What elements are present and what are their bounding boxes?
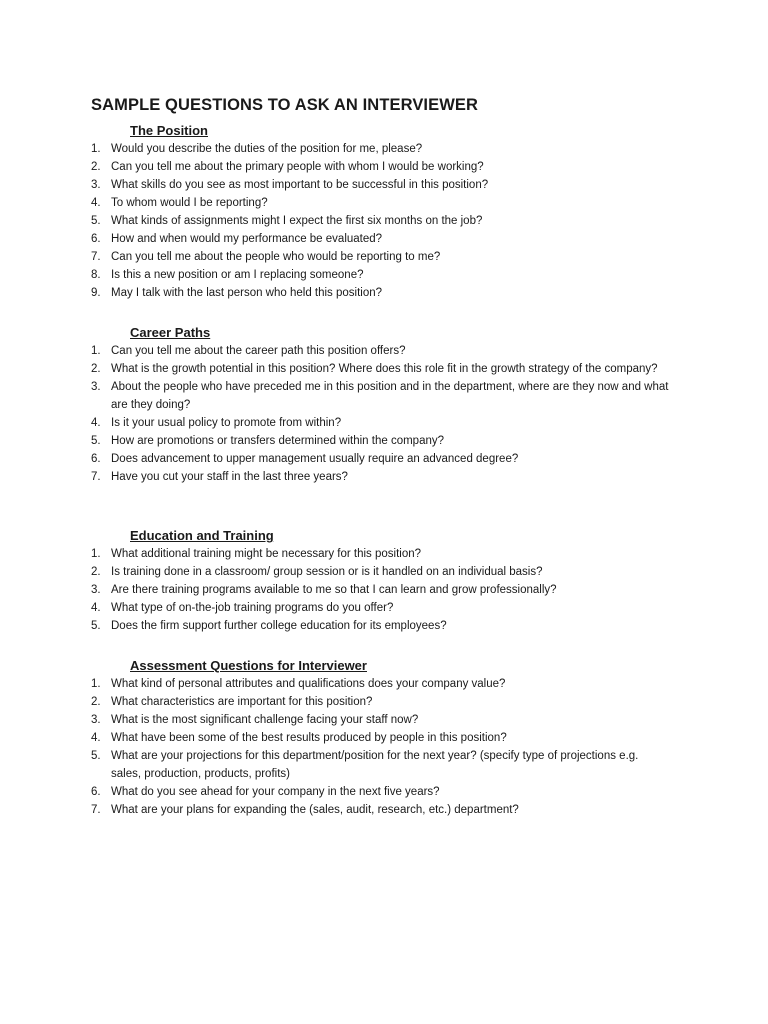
question-text: To whom would I be reporting? — [111, 197, 268, 209]
question-text: What characteristics are important for this position? — [111, 696, 373, 708]
question-text: What have been some of the best results produced by people in this position? — [111, 732, 507, 744]
question-text: How are promotions or transfers determined within the company? — [111, 435, 445, 447]
question-item — [0, 266, 671, 284]
question-text: What are your plans for expanding the (sales, audit, research, etc.) department? — [111, 804, 519, 816]
question-list — [0, 140, 768, 302]
question-number: 2. — [91, 363, 101, 375]
question-number: 6. — [91, 453, 101, 465]
question-text: Can you tell me about the primary people with whom I would be working? — [111, 161, 484, 173]
question-number: 1. — [91, 345, 101, 357]
question-number: 1. — [91, 548, 101, 560]
question-number: 6. — [91, 233, 101, 245]
question-item — [0, 729, 671, 747]
section-assessment-questions — [0, 657, 768, 819]
question-item — [0, 212, 671, 230]
question-text: What do you see ahead for your company in the next five years? — [111, 786, 440, 798]
question-text: Is it your usual policy to promote from within? — [111, 417, 342, 429]
question-text: Does the firm support further college education for its employees? — [111, 620, 447, 632]
section-education-training — [0, 527, 768, 635]
question-text: Would you describe the duties of the position for me, please? — [111, 143, 423, 155]
question-number: 5. — [91, 435, 101, 447]
question-number: 3. — [91, 584, 101, 596]
section-heading: Education and Training — [130, 528, 274, 543]
question-number: 7. — [91, 251, 101, 263]
page-title: SAMPLE QUESTIONS TO ASK AN INTERVIEWER — [91, 96, 479, 114]
question-number: 8. — [91, 269, 101, 281]
question-text: May I talk with the last person who held this position? — [111, 287, 383, 299]
section-heading: Assessment Questions for Interviewer — [130, 658, 367, 673]
question-text: Can you tell me about the career path this position offers? — [111, 345, 406, 357]
question-text: What additional training might be necessary for this position? — [111, 548, 422, 560]
question-text: About the people who have preceded me in this position and in the department, where are they now and what are they doing? — [111, 381, 669, 411]
question-text: Does advancement to upper management usually require an advanced degree? — [111, 453, 519, 465]
question-number: 5. — [91, 215, 101, 227]
question-item — [0, 693, 671, 711]
question-item — [0, 675, 671, 693]
question-text: What kinds of assignments might I expect the first six months on the job? — [111, 215, 483, 227]
question-number: 4. — [91, 602, 101, 614]
question-item — [0, 194, 671, 212]
question-number: 1. — [91, 143, 101, 155]
section-career-paths — [0, 324, 768, 486]
question-text: What is the growth potential in this position? Where does this role fit in the growth strategy of the company? — [111, 363, 658, 375]
question-item — [0, 599, 671, 617]
question-item — [0, 563, 671, 581]
question-list — [0, 545, 768, 635]
question-list — [0, 675, 768, 819]
question-list — [0, 342, 768, 486]
question-item — [0, 783, 671, 801]
section-the-position — [0, 122, 768, 302]
question-item — [0, 468, 671, 486]
question-item — [0, 360, 671, 378]
question-item — [0, 581, 671, 599]
question-text: What type of on-the-job training programs do you offer? — [111, 602, 394, 614]
question-number: 6. — [91, 786, 101, 798]
question-item — [0, 342, 671, 360]
question-item — [0, 801, 671, 819]
question-text: What kind of personal attributes and qualifications does your company value? — [111, 678, 506, 690]
question-item — [0, 158, 671, 176]
question-number: 9. — [91, 287, 101, 299]
question-text: What skills do you see as most important to be successful in this position? — [111, 179, 489, 191]
question-number: 5. — [91, 750, 101, 762]
question-item — [0, 176, 671, 194]
question-item — [0, 711, 671, 729]
question-number: 4. — [91, 732, 101, 744]
question-text: What is the most significant challenge facing your staff now? — [111, 714, 419, 726]
question-number: 2. — [91, 566, 101, 578]
question-item — [0, 545, 671, 563]
question-text: How and when would my performance be evaluated? — [111, 233, 383, 245]
question-item — [0, 284, 671, 302]
question-text: Can you tell me about the people who would be reporting to me? — [111, 251, 441, 263]
question-item — [0, 248, 671, 266]
question-number: 4. — [91, 197, 101, 209]
question-item — [0, 450, 671, 468]
question-number: 1. — [91, 678, 101, 690]
section-heading: The Position — [130, 123, 208, 138]
question-item — [0, 230, 671, 248]
question-number: 2. — [91, 161, 101, 173]
question-item — [0, 414, 671, 432]
question-number: 5. — [91, 620, 101, 632]
section-heading: Career Paths — [130, 325, 211, 340]
question-item — [0, 432, 671, 450]
question-number: 2. — [91, 696, 101, 708]
question-text: Have you cut your staff in the last three years? — [111, 471, 348, 483]
question-number: 3. — [91, 179, 101, 191]
question-number: 3. — [91, 714, 101, 726]
question-text: Are there training programs available to me so that I can learn and grow professionally? — [111, 584, 557, 596]
question-text: What are your projections for this department/position for the next year? (specify type of projections e.g. sales, production, products, profits) — [111, 750, 639, 780]
question-number: 7. — [91, 804, 101, 816]
question-text: Is training done in a classroom/ group session or is it handled on an individual basis? — [111, 566, 543, 578]
question-item — [0, 140, 671, 158]
question-item — [0, 378, 671, 414]
question-number: 3. — [91, 381, 101, 393]
question-item — [0, 617, 671, 635]
question-number: 4. — [91, 417, 101, 429]
question-number: 7. — [91, 471, 101, 483]
question-item — [0, 747, 671, 783]
question-text: Is this a new position or am I replacing someone? — [111, 269, 364, 281]
